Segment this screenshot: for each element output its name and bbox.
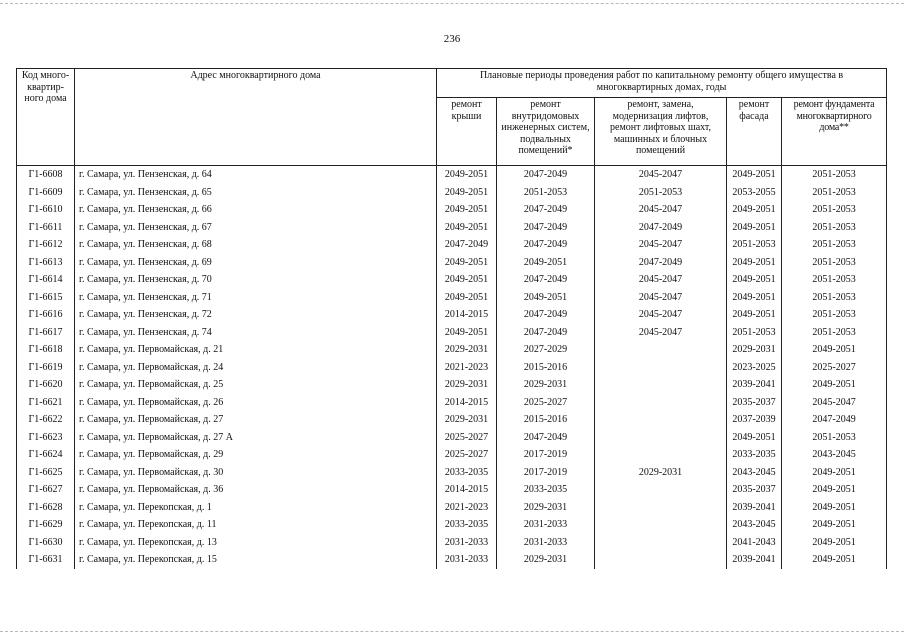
row-roof: 2029-2031 [437,376,497,394]
row-foundation: 2049-2051 [782,516,887,534]
row-facade: 2029-2031 [727,341,782,359]
row-foundation: 2049-2051 [782,341,887,359]
row-roof: 2029-2031 [437,341,497,359]
row-code: Г1-6625 [17,464,75,482]
row-internal: 2015-2016 [497,411,595,429]
row-roof: 2025-2027 [437,446,497,464]
row-facade: 2037-2039 [727,411,782,429]
row-code: Г1-6629 [17,516,75,534]
row-internal: 2033-2035 [497,481,595,499]
row-lifts: 2045-2047 [595,201,727,219]
table-row [17,499,887,517]
table-row [17,306,887,324]
row-internal: 2047-2049 [497,201,595,219]
row-code: Г1-6621 [17,394,75,412]
row-lifts: 2045-2047 [595,271,727,289]
row-code: Г1-6618 [17,341,75,359]
row-facade: 2049-2051 [727,429,782,447]
row-facade: 2035-2037 [727,394,782,412]
row-internal: 2047-2049 [497,219,595,237]
row-roof: 2031-2033 [437,534,497,552]
row-facade: 2039-2041 [727,376,782,394]
row-facade: 2039-2041 [727,499,782,517]
row-lifts [595,359,727,377]
row-internal: 2029-2031 [497,551,595,569]
table-row [17,254,887,272]
row-foundation: 2049-2051 [782,499,887,517]
row-address: г. Самара, ул. Первомайская, д. 24 [75,359,437,377]
row-internal: 2051-2053 [497,184,595,202]
row-code: Г1-6624 [17,446,75,464]
row-code: Г1-6620 [17,376,75,394]
table-row [17,236,887,254]
row-address: г. Самара, ул. Пензенская, д. 70 [75,271,437,289]
table-row [17,516,887,534]
table-row [17,394,887,412]
row-lifts: 2047-2049 [595,254,727,272]
row-code: Г1-6608 [17,166,75,184]
header-address: Адрес многоквартирного дома [75,69,437,166]
row-code: Г1-6619 [17,359,75,377]
row-facade: 2023-2025 [727,359,782,377]
row-internal: 2027-2029 [497,341,595,359]
header-roof: ремонт крыши [437,98,497,166]
row-internal: 2025-2027 [497,394,595,412]
row-address: г. Самара, ул. Первомайская, д. 26 [75,394,437,412]
row-lifts: 2045-2047 [595,306,727,324]
scan-edge-top [0,3,904,4]
row-lifts: 2045-2047 [595,236,727,254]
row-code: Г1-6615 [17,289,75,307]
row-internal: 2049-2051 [497,254,595,272]
row-facade: 2049-2051 [727,306,782,324]
row-code: Г1-6612 [17,236,75,254]
row-internal: 2031-2033 [497,516,595,534]
row-foundation: 2049-2051 [782,376,887,394]
row-address: г. Самара, ул. Перекопская, д. 11 [75,516,437,534]
table-row [17,551,887,569]
row-code: Г1-6628 [17,499,75,517]
row-code: Г1-6610 [17,201,75,219]
row-foundation: 2051-2053 [782,429,887,447]
row-roof: 2047-2049 [437,236,497,254]
row-foundation: 2049-2051 [782,551,887,569]
row-roof: 2049-2051 [437,324,497,342]
row-roof: 2049-2051 [437,201,497,219]
row-code: Г1-6622 [17,411,75,429]
row-facade: 2051-2053 [727,236,782,254]
row-address: г. Самара, ул. Пензенская, д. 67 [75,219,437,237]
row-roof: 2014-2015 [437,306,497,324]
table-row [17,429,887,447]
row-lifts [595,429,727,447]
row-lifts: 2045-2047 [595,166,727,184]
row-internal: 2047-2049 [497,324,595,342]
row-internal: 2047-2049 [497,236,595,254]
row-foundation: 2045-2047 [782,394,887,412]
row-roof: 2029-2031 [437,411,497,429]
row-code: Г1-6613 [17,254,75,272]
row-internal: 2047-2049 [497,306,595,324]
table-row [17,446,887,464]
row-address: г. Самара, ул. Первомайская, д. 36 [75,481,437,499]
row-foundation: 2051-2053 [782,184,887,202]
row-foundation: 2043-2045 [782,446,887,464]
row-address: г. Самара, ул. Пензенская, д. 64 [75,166,437,184]
row-roof: 2033-2035 [437,464,497,482]
row-facade: 2043-2045 [727,516,782,534]
row-facade: 2053-2055 [727,184,782,202]
row-address: г. Самара, ул. Первомайская, д. 27 А [75,429,437,447]
row-foundation: 2051-2053 [782,289,887,307]
scan-edge-bottom [0,631,904,632]
table-row [17,289,887,307]
row-roof: 2031-2033 [437,551,497,569]
row-lifts [595,516,727,534]
row-address: г. Самара, ул. Первомайская, д. 21 [75,341,437,359]
row-roof: 2049-2051 [437,271,497,289]
row-lifts: 2029-2031 [595,464,727,482]
row-foundation: 2049-2051 [782,534,887,552]
row-address: г. Самара, ул. Пензенская, д. 69 [75,254,437,272]
row-internal: 2031-2033 [497,534,595,552]
row-roof: 2014-2015 [437,394,497,412]
row-address: г. Самара, ул. Пензенская, д. 66 [75,201,437,219]
row-address: г. Самара, ул. Пензенская, д. 68 [75,236,437,254]
header-lifts: ремонт, замена, модернизация лифтов, ремонт лифтовых шахт, машинных и блочных помещений [595,98,727,166]
capital-repair-table [16,68,887,569]
row-address: г. Самара, ул. Пензенская, д. 65 [75,184,437,202]
row-lifts [595,551,727,569]
row-lifts: 2047-2049 [595,219,727,237]
row-lifts [595,376,727,394]
table-row [17,376,887,394]
row-code: Г1-6627 [17,481,75,499]
row-foundation: 2047-2049 [782,411,887,429]
table-row [17,341,887,359]
row-lifts [595,411,727,429]
row-roof: 2049-2051 [437,166,497,184]
header-code: Код много- квартир- ного дома [17,69,75,166]
row-roof: 2049-2051 [437,289,497,307]
row-facade: 2039-2041 [727,551,782,569]
row-roof: 2021-2023 [437,499,497,517]
row-roof: 2033-2035 [437,516,497,534]
row-lifts: 2045-2047 [595,289,727,307]
table-row [17,411,887,429]
row-lifts: 2045-2047 [595,324,727,342]
row-code: Г1-6614 [17,271,75,289]
table-row [17,481,887,499]
row-foundation: 2051-2053 [782,271,887,289]
row-facade: 2049-2051 [727,254,782,272]
row-internal: 2047-2049 [497,271,595,289]
row-code: Г1-6630 [17,534,75,552]
header-facade: ремонт фасада [727,98,782,166]
row-code: Г1-6631 [17,551,75,569]
row-foundation: 2025-2027 [782,359,887,377]
row-lifts [595,534,727,552]
row-code: Г1-6611 [17,219,75,237]
table-row [17,219,887,237]
row-foundation: 2051-2053 [782,306,887,324]
row-lifts [595,446,727,464]
row-roof: 2049-2051 [437,219,497,237]
header-internal-systems: ремонт внутридомовых инженерных систем, подвальных помещений* [497,98,595,166]
row-foundation: 2049-2051 [782,481,887,499]
row-facade: 2035-2037 [727,481,782,499]
row-facade: 2033-2035 [727,446,782,464]
row-facade: 2049-2051 [727,219,782,237]
header-periods: Плановые периоды проведения работ по капитальному ремонту общего имущества в многоквартирных домах, годы [437,69,887,98]
table-row [17,184,887,202]
header-foundation: ремонт фундамента многоквартирного дома** [782,98,887,166]
row-lifts: 2051-2053 [595,184,727,202]
table-row [17,201,887,219]
table-row [17,324,887,342]
row-facade: 2043-2045 [727,464,782,482]
row-code: Г1-6623 [17,429,75,447]
page-number: 236 [443,33,461,45]
row-facade: 2049-2051 [727,271,782,289]
table-row [17,359,887,377]
row-address: г. Самара, ул. Первомайская, д. 27 [75,411,437,429]
row-foundation: 2051-2053 [782,219,887,237]
row-facade: 2049-2051 [727,201,782,219]
row-code: Г1-6609 [17,184,75,202]
row-internal: 2017-2019 [497,464,595,482]
row-internal: 2029-2031 [497,499,595,517]
row-address: г. Самара, ул. Первомайская, д. 30 [75,464,437,482]
row-internal: 2029-2031 [497,376,595,394]
row-code: Г1-6617 [17,324,75,342]
row-internal: 2047-2049 [497,166,595,184]
table-row [17,271,887,289]
row-roof: 2025-2027 [437,429,497,447]
table-row [17,464,887,482]
table-row [17,534,887,552]
row-foundation: 2049-2051 [782,464,887,482]
row-code: Г1-6616 [17,306,75,324]
row-address: г. Самара, ул. Перекопская, д. 13 [75,534,437,552]
row-lifts [595,481,727,499]
row-facade: 2051-2053 [727,324,782,342]
row-address: г. Самара, ул. Перекопская, д. 15 [75,551,437,569]
table-body [17,166,887,569]
row-lifts [595,341,727,359]
row-internal: 2015-2016 [497,359,595,377]
row-roof: 2014-2015 [437,481,497,499]
row-address: г. Самара, ул. Пензенская, д. 74 [75,324,437,342]
row-address: г. Самара, ул. Пензенская, д. 71 [75,289,437,307]
row-internal: 2049-2051 [497,289,595,307]
row-foundation: 2051-2053 [782,324,887,342]
row-foundation: 2051-2053 [782,201,887,219]
row-address: г. Самара, ул. Перекопская, д. 1 [75,499,437,517]
row-foundation: 2051-2053 [782,254,887,272]
row-lifts [595,499,727,517]
row-address: г. Самара, ул. Первомайская, д. 25 [75,376,437,394]
row-address: г. Самара, ул. Пензенская, д. 72 [75,306,437,324]
row-facade: 2049-2051 [727,166,782,184]
row-internal: 2017-2019 [497,446,595,464]
row-roof: 2049-2051 [437,254,497,272]
row-roof: 2021-2023 [437,359,497,377]
row-foundation: 2051-2053 [782,236,887,254]
row-lifts [595,394,727,412]
row-facade: 2041-2043 [727,534,782,552]
row-internal: 2047-2049 [497,429,595,447]
row-facade: 2049-2051 [727,289,782,307]
row-roof: 2049-2051 [437,184,497,202]
table-row [17,166,887,184]
row-foundation: 2051-2053 [782,166,887,184]
row-address: г. Самара, ул. Первомайская, д. 29 [75,446,437,464]
